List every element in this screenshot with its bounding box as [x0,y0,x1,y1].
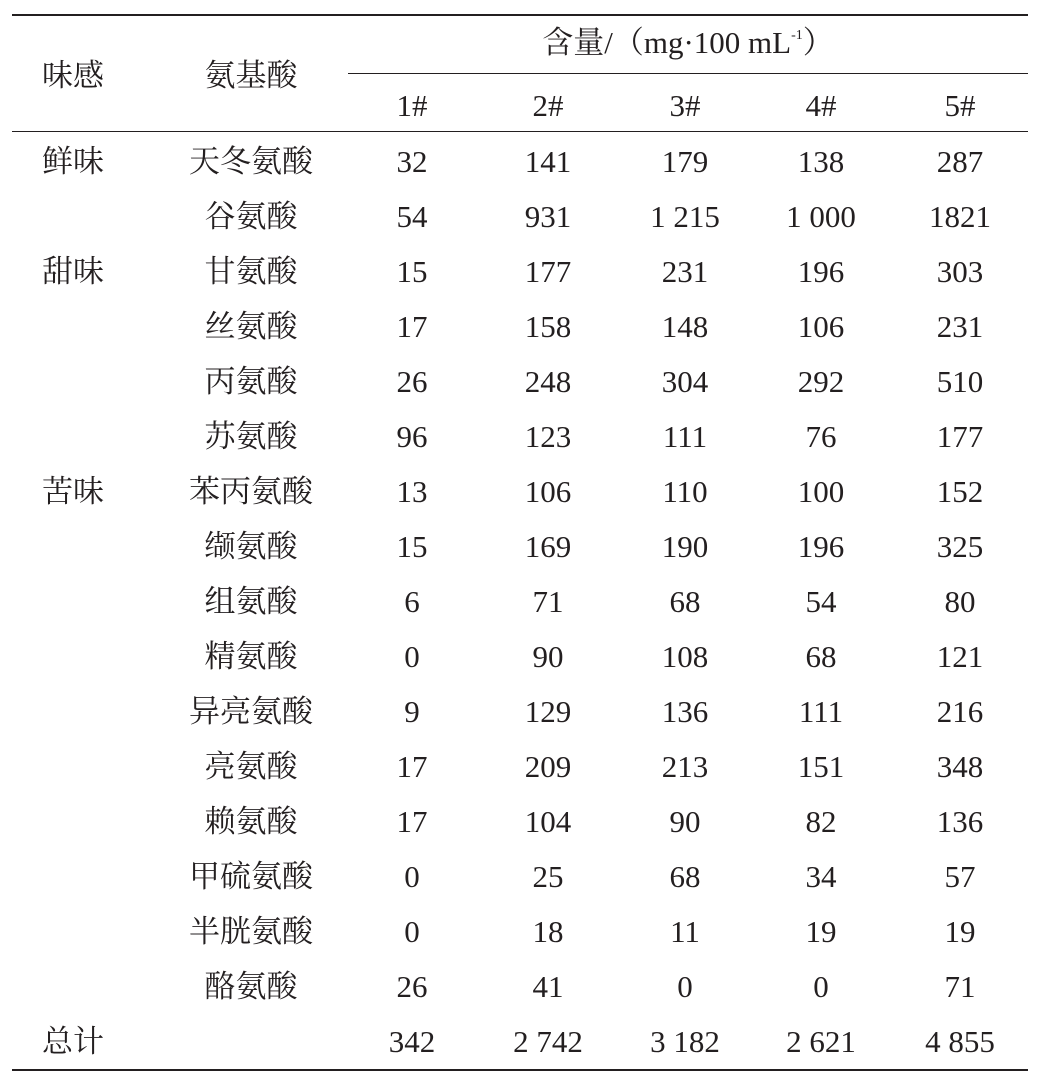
header-content-prefix: 含量/（mg·100 mL [542,24,792,60]
table-row [12,739,1028,794]
value-cell: 129 [524,694,572,729]
taste-cell [12,794,154,849]
table-row [12,409,1028,464]
amino-acid-cell: 半胱氨酸 [189,914,313,949]
header-content-sup: -1 [791,27,803,43]
header-sample: 5# [944,87,976,123]
value-cell: 76 [805,419,837,454]
total-empty [154,1014,348,1069]
value-cell: 26 [396,969,428,1004]
total-row [12,1014,1028,1069]
taste-cell [12,189,154,244]
table-row [12,299,1028,354]
value-cell: 17 [396,804,428,839]
header-content [348,15,1028,76]
value-cell: 248 [524,364,572,399]
table-row [12,134,1028,189]
taste-cell [12,629,154,684]
value-cell: 19 [805,914,837,949]
value-cell: 138 [797,144,845,179]
value-cell: 0 [404,859,420,894]
value-cell: 96 [396,419,428,454]
table-row [12,904,1028,959]
value-cell: 0 [677,969,693,1004]
taste-cell [12,684,154,739]
value-cell: 0 [813,969,829,1004]
value-cell: 111 [798,694,844,729]
value-cell: 54 [396,199,428,234]
value-cell: 17 [396,309,428,344]
value-cell: 54 [805,584,837,619]
amino-acid-cell: 苯丙氨酸 [189,474,313,509]
header-sample: 2# [532,87,564,123]
table-row [12,244,1028,299]
table-row [12,629,1028,684]
table-body [12,134,1028,1069]
value-cell: 15 [396,254,428,289]
header-sample: 3# [669,87,701,123]
value-cell: 110 [662,474,708,509]
value-cell: 68 [669,859,701,894]
value-cell: 11 [670,914,700,949]
value-cell: 231 [936,309,984,344]
value-cell: 108 [661,639,709,674]
value-cell: 90 [532,639,564,674]
amino-acid-cell: 甘氨酸 [204,254,298,289]
value-cell: 32 [396,144,428,179]
value-cell: 41 [532,969,564,1004]
value-cell: 17 [396,749,428,784]
table-bottom-rule [12,1069,1028,1071]
total-value-cell: 2 742 [513,1024,583,1059]
total-value-cell: 2 621 [786,1024,856,1059]
value-cell: 0 [404,639,420,674]
value-cell: 303 [936,254,984,289]
value-cell: 0 [404,914,420,949]
value-cell: 9 [404,694,420,729]
value-cell: 19 [944,914,976,949]
taste-cell: 苦味 [42,474,104,509]
taste-cell [12,519,154,574]
total-label: 总计 [42,1024,104,1059]
value-cell: 169 [524,529,572,564]
value-cell: 90 [669,804,701,839]
header-amino-acid: 氨基酸 [204,57,298,93]
amino-acid-cell: 亮氨酸 [204,749,298,784]
amino-acid-cell: 组氨酸 [204,584,298,619]
taste-cell: 鲜味 [42,144,104,179]
value-cell: 13 [396,474,428,509]
table-row [12,189,1028,244]
taste-cell [12,354,154,409]
table-row [12,464,1028,519]
total-value-cell: 3 182 [650,1024,720,1059]
value-cell: 123 [524,419,572,454]
header-sample: 1# [396,87,428,123]
header-row-1 [12,15,1028,76]
value-cell: 152 [936,474,984,509]
header-taste: 味感 [42,57,104,93]
taste-cell [12,849,154,904]
value-cell: 287 [936,144,984,179]
value-cell: 148 [661,309,709,344]
value-cell: 141 [524,144,572,179]
value-cell: 931 [524,199,572,234]
header-sample: 4# [805,87,837,123]
amino-acid-table [12,14,1028,1069]
value-cell: 111 [662,419,708,454]
value-cell: 71 [944,969,976,1004]
taste-cell [12,299,154,354]
value-cell: 106 [797,309,845,344]
amino-acid-cell: 甲硫氨酸 [189,859,313,894]
amino-acid-cell: 天冬氨酸 [189,144,313,179]
total-value-cell: 4 855 [925,1024,995,1059]
value-cell: 177 [936,419,984,454]
amino-acid-cell: 丝氨酸 [204,309,298,344]
value-cell: 82 [805,804,837,839]
table-row [12,849,1028,904]
value-cell: 510 [936,364,984,399]
value-cell: 71 [532,584,564,619]
value-cell: 68 [805,639,837,674]
table-row [12,354,1028,409]
value-cell: 196 [797,254,845,289]
value-cell: 216 [936,694,984,729]
value-cell: 136 [661,694,709,729]
amino-acid-cell: 苏氨酸 [204,419,298,454]
value-cell: 231 [661,254,709,289]
table-row [12,684,1028,739]
amino-acid-cell: 赖氨酸 [204,804,298,839]
value-cell: 121 [936,639,984,674]
taste-cell [12,409,154,464]
value-cell: 213 [661,749,709,784]
value-cell: 292 [797,364,845,399]
value-cell: 1 000 [786,199,856,234]
value-cell: 18 [532,914,564,949]
value-cell: 100 [797,474,845,509]
taste-cell [12,959,154,1014]
value-cell: 34 [805,859,837,894]
value-cell: 106 [524,474,572,509]
amino-acid-cell: 丙氨酸 [204,364,298,399]
value-cell: 348 [936,749,984,784]
value-cell: 151 [797,749,845,784]
header-content-suffix: ） [802,24,834,60]
taste-cell [12,739,154,794]
header-content-text [542,24,834,60]
value-cell: 179 [661,144,709,179]
table-row [12,519,1028,574]
value-cell: 158 [524,309,572,344]
amino-acid-cell: 缬氨酸 [204,529,298,564]
value-cell: 25 [532,859,564,894]
amino-acid-cell: 酪氨酸 [204,969,298,1004]
taste-cell [12,904,154,959]
value-cell: 190 [661,529,709,564]
table-row [12,794,1028,849]
total-value-cell: 342 [388,1024,436,1059]
taste-cell [12,574,154,629]
value-cell: 57 [944,859,976,894]
value-cell: 68 [669,584,701,619]
table-row [12,574,1028,629]
value-cell: 325 [936,529,984,564]
table-row [12,959,1028,1014]
value-cell: 6 [404,584,420,619]
taste-cell: 甜味 [42,254,104,289]
value-cell: 26 [396,364,428,399]
value-cell: 15 [396,529,428,564]
value-cell: 1 215 [650,199,720,234]
value-cell: 209 [524,749,572,784]
value-cell: 196 [797,529,845,564]
value-cell: 136 [936,804,984,839]
value-cell: 304 [661,364,709,399]
amino-acid-cell: 异亮氨酸 [189,694,313,729]
value-cell: 104 [524,804,572,839]
value-cell: 80 [944,584,976,619]
value-cell: 1821 [929,199,992,234]
amino-acid-cell: 谷氨酸 [204,199,298,234]
value-cell: 177 [524,254,572,289]
amino-acid-cell: 精氨酸 [204,639,298,674]
